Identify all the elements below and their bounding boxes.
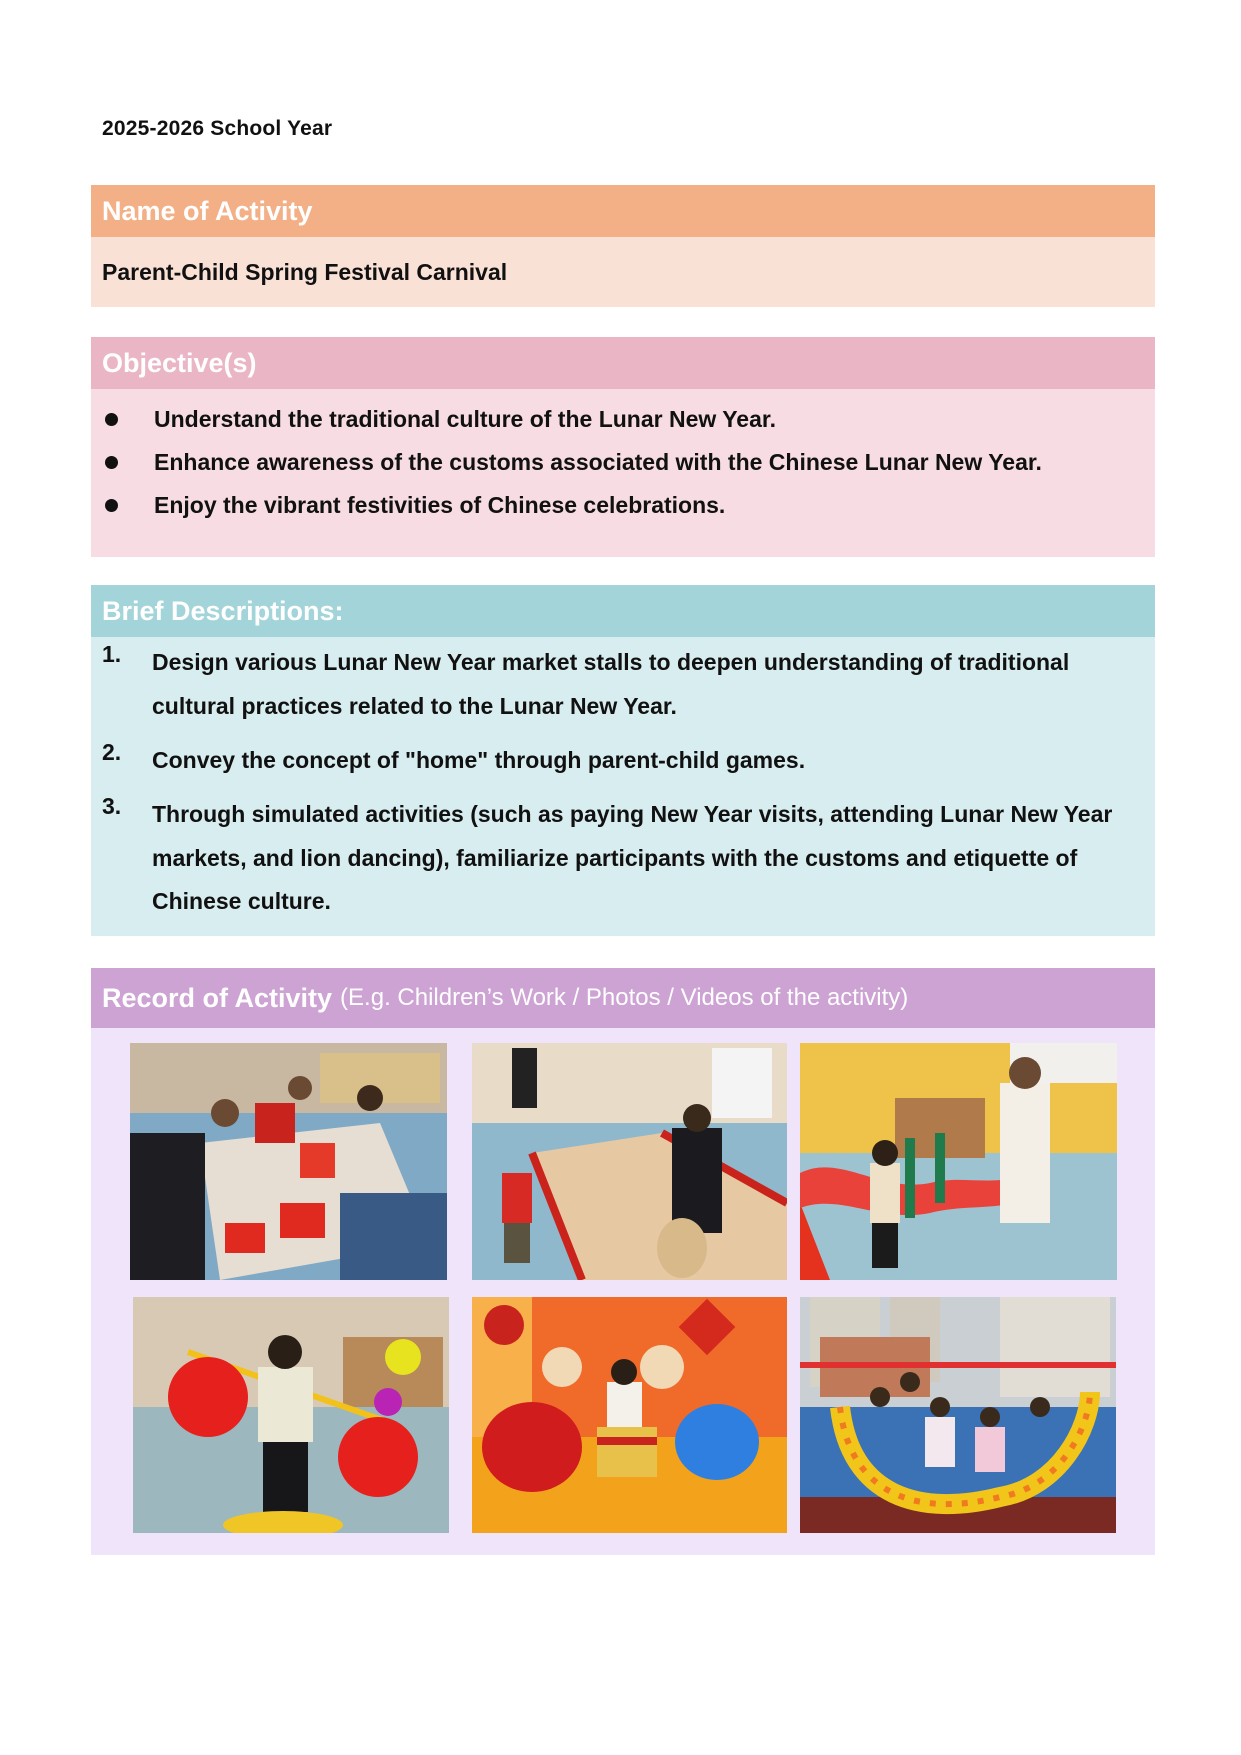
activity-name: Parent-Child Spring Festival Carnival (102, 259, 508, 285)
photo-lion-dance-drums (472, 1297, 787, 1533)
school-year: 2025-2026 School Year (102, 117, 333, 140)
objective-text: Enhance awareness of the customs associated with the Chinese Lunar New Year. (154, 449, 1042, 475)
descriptions-list (91, 637, 1155, 936)
bullet-icon (105, 499, 118, 512)
record-header (91, 968, 1155, 1028)
name-of-activity-heading: Name of Activity (102, 195, 313, 226)
photo-paper-dragon (800, 1043, 1117, 1280)
item-number: 2. (102, 739, 122, 765)
descriptions-header (91, 585, 1155, 637)
objective-text: Understand the traditional culture of the Lunar New Year. (154, 406, 776, 432)
objectives-list (91, 389, 1155, 557)
item-number: 3. (102, 793, 122, 819)
objectives-heading: Objective(s) (102, 347, 257, 378)
photo-craft-table (130, 1043, 447, 1280)
photo-dragon-group-photo (800, 1297, 1116, 1533)
name-of-activity-body (91, 237, 1155, 307)
description-item (91, 739, 1122, 783)
photo-market-stall-game (472, 1043, 787, 1280)
description-item (91, 641, 1122, 728)
description-text: Through simulated activities (such as paying New Year visits, attending Lunar New Year markets, and lion dancing), familiarize participants with the customs and etiquette of Chinese culture. (152, 801, 1113, 914)
objective-item (91, 449, 1042, 476)
objective-text: Enjoy the vibrant festivities of Chinese celebrations. (154, 492, 726, 518)
description-text: Convey the concept of "home" through parent-child games. (152, 747, 806, 773)
name-of-activity-header (91, 185, 1155, 237)
objectives-header (91, 337, 1155, 389)
description-text: Design various Lunar New Year market stalls to deepen understanding of traditional cultural practices related to the Lunar New Year. (152, 649, 1070, 719)
photo-lantern-carrying (133, 1297, 449, 1533)
record-heading: Record of Activity (102, 982, 333, 1013)
objective-item (91, 406, 776, 433)
bullet-icon (105, 413, 118, 426)
item-number: 1. (102, 641, 122, 667)
descriptions-heading: Brief Descriptions: (102, 595, 344, 626)
description-item (91, 793, 1122, 924)
record-subheading: (E.g. Children’s Work / Photos / Videos of the activity) (340, 984, 909, 1011)
objective-item (91, 492, 725, 519)
bullet-icon (105, 456, 118, 469)
